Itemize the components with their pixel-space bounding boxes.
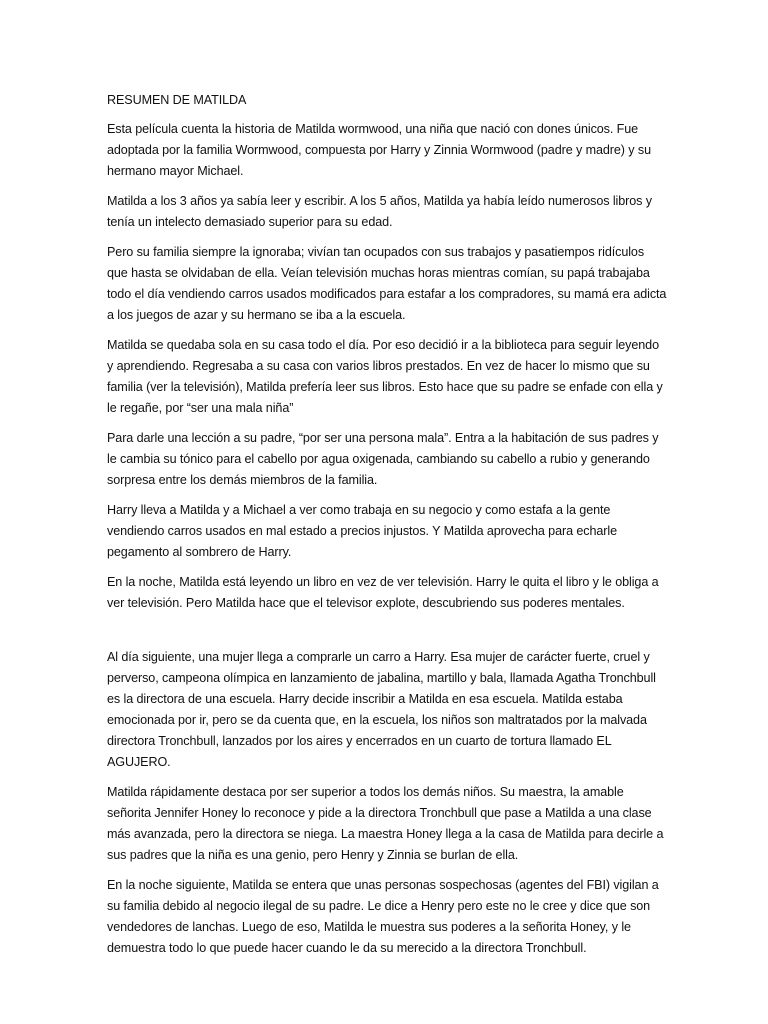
paragraph-10: En la noche siguiente, Matilda se entera que unas personas sospechosas (agentes del FBI) vigilan a su familia debido al negocio ilegal de su padre. Le dice a Henry pero este no le cree y dice que son vendedores de lanchas. Luego de eso, Matilda le muestra sus poderes a la señorita Honey, y le demuestra todo lo que puede hacer cuando le da su merecido a la directora Tronchbull. [107, 878, 659, 955]
paragraph-2: Matilda a los 3 años ya sabía leer y escribir. A los 5 años, Matilda ya había leído numerosos libros y tenía un intelecto demasiado superior para su edad. [107, 194, 652, 229]
paragraph-4: Matilda se quedaba sola en su casa todo el día. Por eso decidió ir a la biblioteca para seguir leyendo y aprendiendo. Regresaba a su casa con varios libros prestados. En vez de hacer lo mismo que su familia (ver la televisión), Matilda prefería leer sus libros. Esto hace que su padre se enfade con ella y le regañe, por “ser una mala niña” [107, 338, 663, 415]
document-title: RESUMEN DE MATILDA [107, 93, 247, 107]
paragraph-9: Matilda rápidamente destaca por ser superior a todos los demás niños. Su maestra, la amable señorita Jennifer Honey lo reconoce y pide a la directora Tronchbull que pase a Matilda a una clase más avanzada, pero la directora se niega. La maestra Honey llega a la casa de Matilda para decirle a sus padres que la niña es una genio, pero Henry y Zinnia se burlan de ella. [107, 785, 664, 862]
blank-line [107, 623, 667, 647]
document-page [107, 90, 667, 968]
paragraph-1: Esta película cuenta la historia de Matilda wormwood, una niña que nació con dones únicos. Fue adoptada por la familia Wormwood, compuesta por Harry y Zinnia Wormwood (padre y madre) y su hermano mayor Michael. [107, 122, 651, 178]
paragraph-3: Pero su familia siempre la ignoraba; vivían tan ocupados con sus trabajos y pasatiempos ridículos que hasta se olvidaban de ella. Veían televisión muchas horas mientras comían, su papá trabajaba todo el día vendiendo carros usados modificados para estafar a los compradores, su mamá era adicta a los juegos de azar y su hermano se iba a la escuela. [107, 245, 667, 322]
paragraph-8: Al día siguiente, una mujer llega a comprarle un carro a Harry. Esa mujer de carácter fuerte, cruel y perverso, campeona olímpica en lanzamiento de jabalina, martillo y bala, llamada Agatha Tronchbull es la directora de una escuela. Harry decide inscribir a Matilda en esa escuela. Matilda estaba emocionada por ir, pero se da cuenta que, en la escuela, los niños son maltratados por la malvada directora Tronchbull, lanzados por los aires y encerrados en un cuarto de tortura llamado EL AGUJERO. [107, 650, 656, 769]
paragraph-6: Harry lleva a Matilda y a Michael a ver como trabaja en su negocio y como estafa a la gente vendiendo carros usados en mal estado a precios injustos. Y Matilda aprovecha para echarle pegamento al sombrero de Harry. [107, 503, 617, 559]
paragraph-7: En la noche, Matilda está leyendo un libro en vez de ver televisión. Harry le quita el libro y le obliga a ver televisión. Pero Matilda hace que el televisor explote, descubriendo sus poderes mentales. [107, 575, 659, 610]
paragraph-5: Para darle una lección a su padre, “por ser una persona mala”. Entra a la habitación de sus padres y le cambia su tónico para el cabello por agua oxigenada, cambiando su cabello a rubio y generando sorpresa entre los demás miembros de la familia. [107, 431, 659, 487]
